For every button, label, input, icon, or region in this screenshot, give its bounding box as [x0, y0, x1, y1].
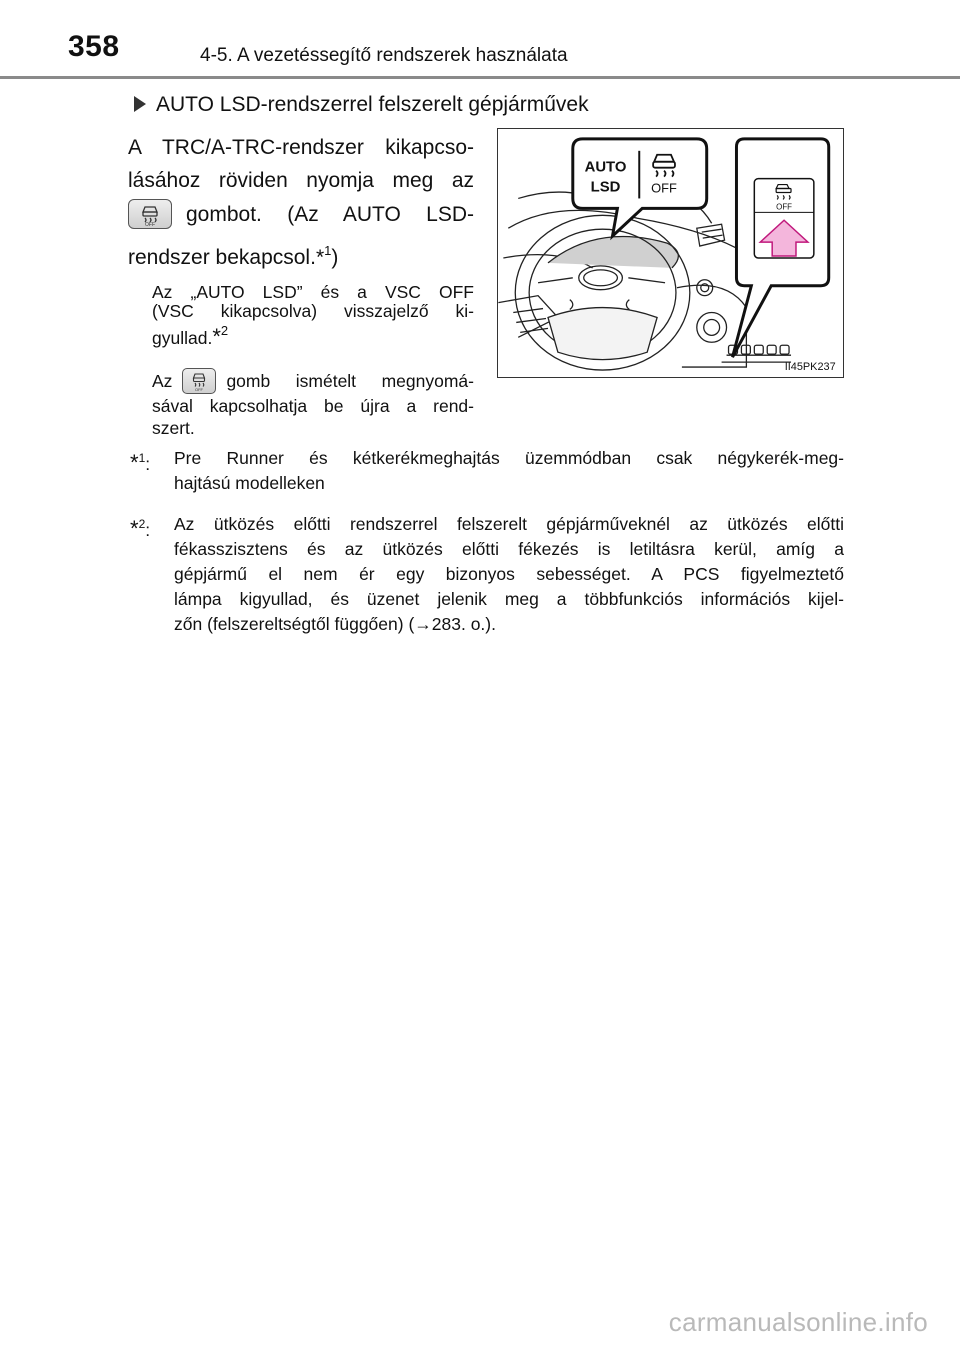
auto-lsd-callout [573, 139, 707, 236]
footnote-2-line-5: zőn (felszereltségtől függően) (→283. o.). [174, 614, 496, 634]
page-header [0, 0, 960, 80]
main-text-line-3-text: gombot. (Az AUTO LSD- [186, 202, 474, 226]
footnote-1-star: * [130, 450, 139, 475]
footnote-2-line-1: Az ütközés előtti rendszerrel felszerelt gépjárműveknél az ütközés előtti [174, 514, 844, 534]
footnote-ref-1: 1 [324, 243, 332, 258]
footnote-2-number: 2 [138, 517, 146, 531]
off-label: OFF [651, 180, 677, 196]
dashboard-svg [498, 129, 843, 377]
footnote-1 [130, 446, 844, 496]
footnote-1-marker [130, 446, 150, 477]
figure-id: II45PK237 [784, 361, 836, 374]
note2-line-1-a: Az [152, 370, 173, 391]
lsd-label: LSD [590, 179, 621, 196]
main-text-line-3 [128, 199, 474, 229]
section-title: 4-5. A vezetéssegítő rendszerek használata [200, 45, 568, 66]
footnote-1-line-1: Pre Runner és kétkerékmeghajtás üzemmódban csak négykerék-meg- [174, 448, 844, 468]
triangle-bullet-icon [134, 96, 146, 112]
vsc-off-small-button-icon [182, 368, 216, 394]
footnote-2-marker [130, 512, 150, 543]
svg-text:OFF: OFF [145, 222, 155, 228]
vsc-off-button-icon [128, 199, 172, 229]
note-reenable [152, 368, 474, 438]
heading-text: AUTO LSD-rendszerrel felszerelt gépjárművek [156, 93, 589, 116]
footnote-star-2: * [212, 324, 221, 349]
button-off-label: OFF [776, 202, 793, 212]
main-text-line-2: lásához röviden nyomja meg az [128, 169, 474, 192]
note1-line-3 [152, 321, 474, 348]
footnote-1-line-2: hajtású modelleken [174, 473, 325, 493]
note2-line-1 [152, 368, 474, 394]
footnote-2-line-4: lámpa kigyullad, és üzenet jelenik meg a többfunkciós információs kijel- [174, 589, 844, 609]
button-callout [733, 139, 829, 357]
main-text-line-4-text: rendszer bekapcsol. [128, 246, 316, 269]
footnote-1-colon: : [145, 454, 151, 474]
main-text-line-4 [128, 240, 338, 268]
auto-label: AUTO [584, 159, 627, 176]
dashboard-illustration [497, 128, 844, 378]
footnote-2-line-3: gépjármű el nem ér egy bizonyos sebességet. A PCS figyelmeztető [174, 564, 844, 584]
subsection-heading [134, 93, 589, 117]
footnote-2-colon: : [145, 520, 151, 540]
footnote-2 [130, 512, 844, 637]
note1-line-3-text: gyullad. [152, 328, 213, 348]
note-indicator [152, 283, 474, 348]
page-number: 358 [68, 30, 120, 63]
footnote-star-1: * [315, 246, 325, 269]
note1-line-1: Az „AUTO LSD” és a VSC OFF [152, 282, 474, 302]
header-divider [0, 76, 960, 79]
note2-line-1-b: gomb ismételt megnyomá- [226, 370, 474, 391]
watermark: carmanualsonline.info [668, 1307, 928, 1337]
main-text-close: ) [331, 246, 339, 269]
footnote-2-line-2: fékasszisztens és az ütközés előtti fékezés is letiltásra kerül, amíg a [174, 539, 844, 559]
footnote-1-number: 1 [138, 451, 146, 465]
main-text-line-1: A TRC/A-TRC-rendszer kikapcso- [128, 136, 474, 159]
note2-line-2: sával kapcsolhatja be újra a rend- [152, 396, 474, 416]
svg-text:OFF: OFF [195, 387, 204, 392]
note1-line-2: (VSC kikapcsolva) visszajelző ki- [152, 301, 474, 321]
note2-line-3: szert. [152, 418, 195, 438]
footnote-ref-2: 2 [220, 323, 229, 338]
footnote-2-star: * [130, 516, 139, 541]
